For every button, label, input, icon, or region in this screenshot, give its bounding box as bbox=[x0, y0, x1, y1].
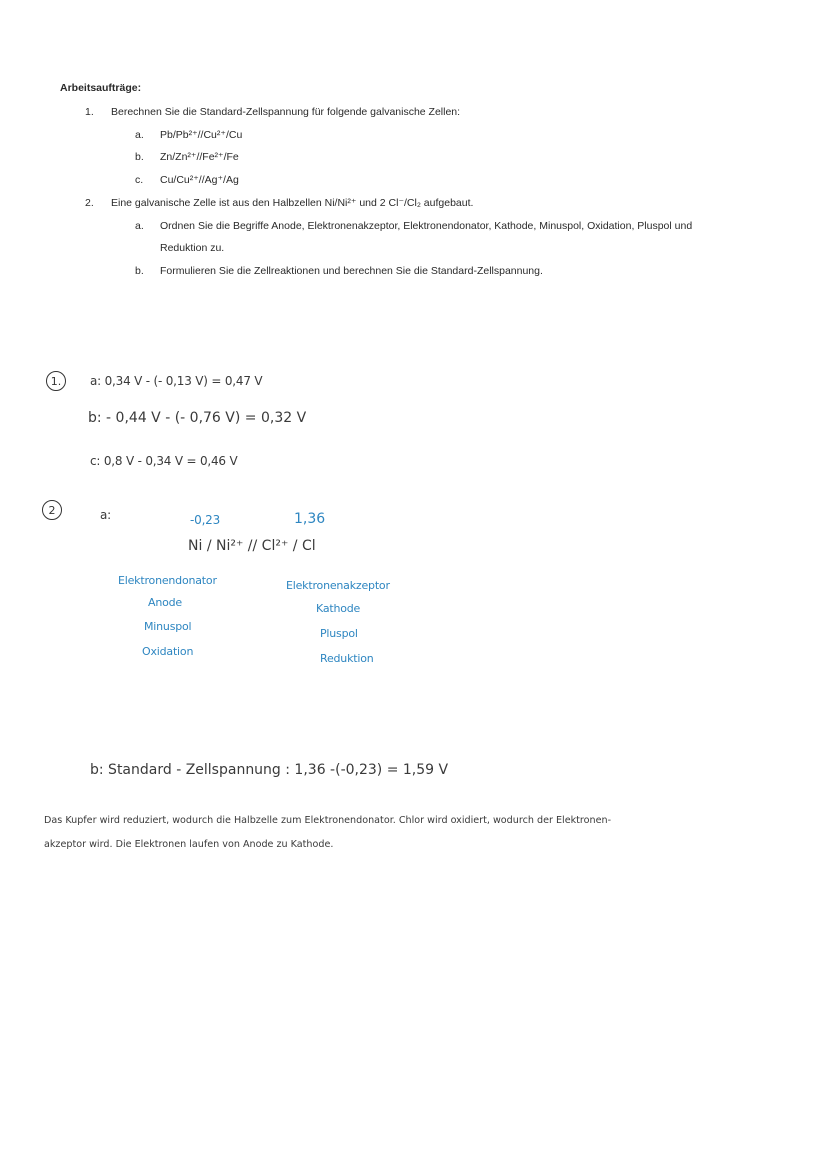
explanation-line2: akzeptor wird. Die Elektronen laufen von Anode zu Kathode. bbox=[44, 839, 334, 850]
task1-item-letter: b. bbox=[135, 151, 144, 163]
left-term: Anode bbox=[148, 596, 182, 609]
task2-number: 2. bbox=[85, 197, 94, 209]
potential-right: 1,36 bbox=[294, 511, 326, 527]
task1-item-text: Zn/Zn²⁺//Fe²⁺/Fe bbox=[160, 151, 239, 163]
right-term: Pluspol bbox=[320, 627, 358, 640]
right-term: Elektronenakzeptor bbox=[286, 579, 390, 592]
answer-1c: c: 0,8 V - 0,34 V = 0,46 V bbox=[90, 454, 238, 468]
cell-notation: Ni / Ni²⁺ // Cl²⁺ / Cl bbox=[188, 538, 316, 554]
task2-a-letter: a. bbox=[135, 220, 144, 232]
task1-item-text: Cu/Cu²⁺//Ag⁺/Ag bbox=[160, 174, 239, 186]
answer-1a: a: 0,34 V - (- 0,13 V) = 0,47 V bbox=[90, 374, 263, 388]
task1-item-letter: c. bbox=[135, 174, 144, 186]
left-term: Minuspol bbox=[144, 620, 192, 633]
task2-b-text: Formulieren Sie die Zellreaktionen und berechnen Sie die Standard-Zellspannung. bbox=[160, 265, 543, 277]
task2-b-letter: b. bbox=[135, 265, 144, 277]
left-term: Oxidation bbox=[142, 645, 194, 658]
right-term: Kathode bbox=[316, 602, 361, 615]
task2-a-line1: Ordnen Sie die Begriffe Anode, Elektronenakzeptor, Elektronendonator, Kathode, Minuspol, Oxidation, Pluspol und bbox=[160, 220, 693, 232]
answer-1b: b: - 0,44 V - (- 0,76 V) = 0,32 V bbox=[88, 410, 307, 426]
section1-marker: 1. bbox=[46, 371, 66, 391]
section2-marker: 2 bbox=[42, 500, 62, 520]
left-term: Elektronendonator bbox=[118, 574, 217, 587]
answer-2a-label: a: bbox=[100, 508, 111, 522]
potential-left: -0,23 bbox=[190, 513, 221, 527]
right-term: Reduktion bbox=[320, 652, 374, 665]
task2-text: Eine galvanische Zelle ist aus den Halbzellen Ni/Ni²⁺ und 2 Cl⁻/Cl₂ aufgebaut. bbox=[111, 197, 474, 209]
task2-a-line2: Reduktion zu. bbox=[160, 242, 225, 254]
task1-text: Berechnen Sie die Standard-Zellspannung für folgende galvanische Zellen: bbox=[111, 106, 461, 118]
task1-number: 1. bbox=[85, 106, 94, 118]
answer-2b: b: Standard - Zellspannung : 1,36 -(-0,23) = 1,59 V bbox=[90, 762, 449, 778]
worksheet-heading: Arbeitsaufträge: bbox=[60, 82, 142, 94]
explanation-line1: Das Kupfer wird reduziert, wodurch die Halbzelle zum Elektronendonator. Chlor wird oxidiert, wodurch der Elektronen- bbox=[44, 815, 612, 826]
task1-item-text: Pb/Pb²⁺//Cu²⁺/Cu bbox=[160, 129, 243, 141]
task1-item-letter: a. bbox=[135, 129, 144, 141]
